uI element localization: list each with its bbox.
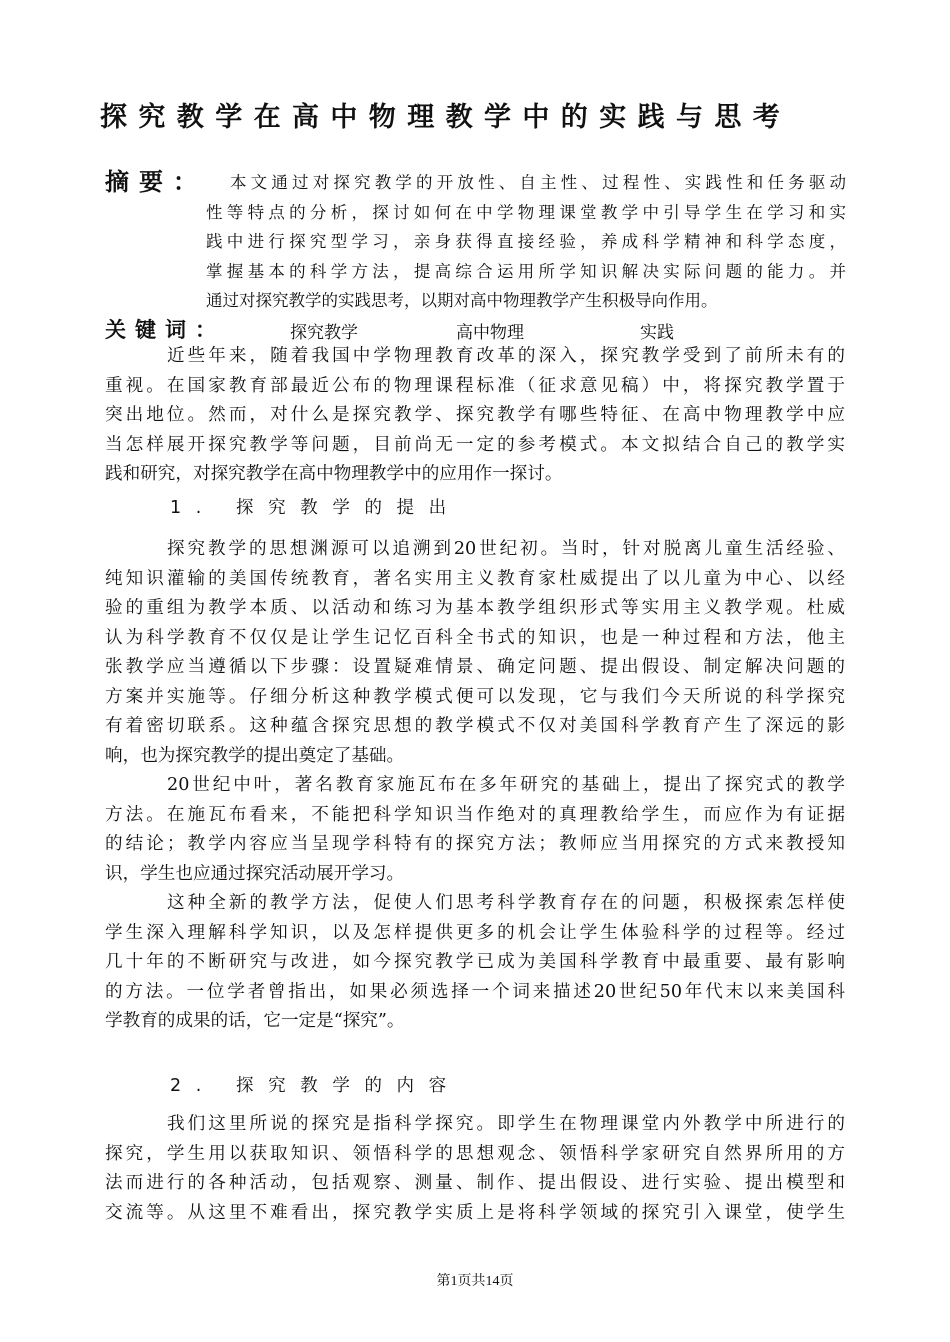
text-line: 学生深入理解科学知识，以及怎样提供更多的机会让学生体验科学的过程等。经过 [105,922,845,943]
abstract-line: 通过对探究教学的实践思考，以期对高中物理教学产生积极导向作用。 [206,291,718,311]
section2-paragraph-1 [105,1110,845,1228]
text-line: 几十年的不断研究与改进，如今探究教学已成为美国科学教育中最重要、最有影响 [105,952,845,972]
text-line: 纯知识灌输的美国传统教育，著名实用主义教育家杜威提出了以儿童为中心、以经 [105,568,845,589]
abstract-body [206,168,846,316]
text-line: 学教育的成果的话，它一定是“探究”。 [105,1011,405,1031]
text-line: 探究教学的思想渊源可以追溯到20世纪初。当时，针对脱离儿童生活经验、 [167,539,845,559]
text-line: 的结论；教学内容应当呈现学科特有的探究方法；教师应当用探究的方式来教授知 [105,834,845,854]
text-line: 我们这里所说的探究是指科学探究。即学生在物理课堂内外教学中所进行的 [167,1114,845,1134]
keywords-label: 关键词： [105,318,225,342]
text-line: 重视。在国家教育部最近公布的物理课程标准（征求意见稿）中，将探究教学置于 [105,375,845,396]
section1-paragraph-1 [105,535,845,771]
page-footer: 第1页共14页 [436,1274,514,1289]
text-line: 认为科学教育不仅仅是让学生记忆百科全书式的知识，也是一种过程和方法，他主 [105,627,845,648]
keyword-item: 实践 [640,323,674,343]
section1-paragraph-3 [105,889,845,1037]
abstract-line: 性等特点的分析，探讨如何在中学物理课堂教学中引导学生在学习和实 [206,202,846,222]
text-line: 识，学生也应通过探究活动展开学习。 [105,863,405,884]
document-title: 探究教学在高中物理教学中的实践与思考 [100,102,792,133]
keyword-item: 高中物理 [456,323,524,343]
text-line: 有着密切联系。这种蕴含探究思想的教学模式不仅对美国科学教育产生了深远的影 [105,716,845,736]
text-line: 突出地位。然而，对什么是探究教学、探究教学有哪些特征、在高中物理教学中应 [105,405,845,425]
section-heading-2: 2. 探究教学的内容 [170,1076,461,1096]
text-line: 验的重组为教学本质、以活动和练习为基本教学组织形式等实用主义教学观。杜威 [105,598,845,618]
text-line: 的方法。一位学者曾指出，如果必须选择一个词来描述20世纪50年代末以来美国科 [105,981,845,1002]
text-line: 交流等。从这里不难看出，探究教学实质上是将科学领域的探究引入课堂，使学生 [105,1202,845,1223]
abstract-line: 掌握基本的科学方法，提高综合运用所学知识解决实际问题的能力。并 [206,261,846,281]
intro-paragraph [105,342,845,490]
text-line: 张教学应当遵循以下步骤：设置疑难情景、确定问题、提出假设、制定解决问题的 [105,657,845,677]
text-line: 探究，学生用以获取知识、领悟科学的思想观念、领悟科学家研究自然界所用的方 [105,1143,845,1164]
text-line: 这种全新的教学方法，促使人们思考科学教育存在的问题，积极探索怎样使 [167,893,845,913]
text-line: 践和研究，对探究教学在高中物理教学中的应用作一探讨。 [105,464,563,484]
abstract-line: 本文通过对探究教学的开放性、自主性、过程性、实践性和任务驱动 [230,173,846,192]
section-heading-1: 1. 探究教学的提出 [170,498,461,518]
text-line: 方法。在施瓦布看来，不能把科学知识当作绝对的真理教给学生，而应作为有证据 [105,804,845,825]
text-line: 响，也为探究教学的提出奠定了基础。 [105,745,405,766]
text-line: 近些年来，随着我国中学物理教育改革的深入，探究教学受到了前所未有的 [167,346,845,366]
section1-paragraph-2 [105,771,845,889]
abstract-line: 践中进行探究型学习，亲身获得直接经验，养成科学精神和科学态度， [206,232,846,252]
text-line: 当怎样展开探究教学等问题，目前尚无一定的参考模式。本文拟结合自己的教学实 [105,434,845,455]
keyword-item: 探究教学 [290,323,358,343]
text-line: 20世纪中叶，著名教育家施瓦布在多年研究的基础上，提出了探究式的教学 [167,775,845,795]
abstract-label: 摘要： [105,168,207,196]
text-line: 方案并实施等。仔细分析这种教学模式便可以发现，它与我们今天所说的科学探究 [105,686,845,707]
text-line: 法而进行的各种活动，包括观察、测量、制作、提出假设、进行实验、提出模型和 [105,1173,845,1193]
